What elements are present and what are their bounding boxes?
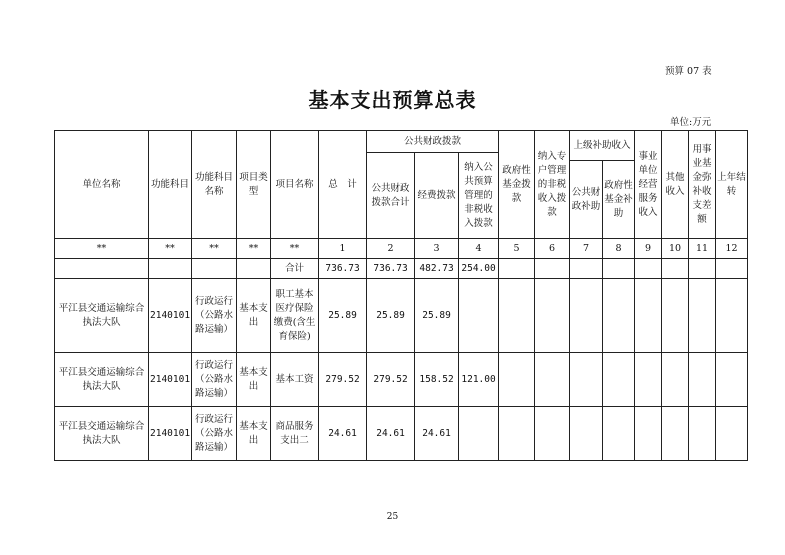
total-cell: 279.52 [319, 353, 367, 407]
item-type-cell: 基本支出 [237, 407, 271, 461]
index-cell: 1 [319, 239, 367, 259]
index-cell: 3 [415, 239, 459, 259]
nontax-cell: 121.00 [459, 353, 499, 407]
unit-name-cell: 平江县交通运输综合执法大队 [55, 407, 149, 461]
total-value: 736.73 [319, 259, 367, 279]
header-item-name: 项目名称 [271, 131, 319, 239]
unit-label: 单位:万元 [670, 117, 712, 128]
item-name-cell: 职工基本医疗保险缴费(含生育保险) [271, 279, 319, 353]
index-cell: 5 [499, 239, 535, 259]
public-total-cell: 25.89 [367, 279, 415, 353]
total-cell: 25.89 [319, 279, 367, 353]
index-cell: ** [237, 239, 271, 259]
item-name-cell: 基本工资 [271, 353, 319, 407]
index-cell: 4 [459, 239, 499, 259]
header-func-code: 功能科目 [149, 131, 192, 239]
header-upper-gov: 政府性基金补助 [603, 161, 635, 239]
header-upper-public: 公共财政补助 [570, 161, 603, 239]
total-public: 736.73 [367, 259, 415, 279]
header-carryover: 上年结转 [716, 131, 748, 239]
index-cell: 2 [367, 239, 415, 259]
func-code-cell: 2140101 [149, 353, 192, 407]
header-unit-name: 单位名称 [55, 131, 149, 239]
header-other: 其他收入 [662, 131, 689, 239]
total-cell: 24.61 [319, 407, 367, 461]
index-cell: 12 [716, 239, 748, 259]
page-number: 25 [386, 512, 399, 522]
header-special-nontax: 纳入专户管理的非税收入拨款 [535, 131, 570, 239]
index-cell: 10 [662, 239, 689, 259]
func-name-cell: 行政运行（公路水路运输） [192, 407, 237, 461]
total-funding: 482.73 [415, 259, 459, 279]
total-row [55, 259, 748, 279]
func-name-cell: 行政运行（公路水路运输） [192, 353, 237, 407]
header-total: 总 计 [319, 131, 367, 239]
public-total-cell: 24.61 [367, 407, 415, 461]
index-cell: 9 [635, 239, 662, 259]
table-row [55, 407, 748, 461]
funding-cell: 25.89 [415, 279, 459, 353]
index-cell: 11 [689, 239, 716, 259]
header-func-name: 功能科目名称 [192, 131, 237, 239]
budget-table [54, 130, 748, 461]
nontax-cell [459, 407, 499, 461]
index-cell: 7 [570, 239, 603, 259]
index-cell: ** [55, 239, 149, 259]
item-type-cell: 基本支出 [237, 279, 271, 353]
func-code-cell: 2140101 [149, 407, 192, 461]
index-cell: ** [271, 239, 319, 259]
func-name-cell: 行政运行（公路水路运输） [192, 279, 237, 353]
index-cell: ** [149, 239, 192, 259]
header-gov-fund: 政府性基金拨款 [499, 131, 535, 239]
header-upper-subsidy: 上级补助收入 [570, 131, 635, 161]
index-cell: 8 [603, 239, 635, 259]
table-row [55, 279, 748, 353]
header-enterprise: 事业单位经营服务收入 [635, 131, 662, 239]
nontax-cell [459, 279, 499, 353]
public-total-cell: 279.52 [367, 353, 415, 407]
header-fund-gap: 用事业基金弥补收支差额 [689, 131, 716, 239]
item-type-cell: 基本支出 [237, 353, 271, 407]
header-public-total: 公共财政拨款合计 [367, 153, 415, 239]
total-label: 合计 [271, 259, 319, 279]
funding-cell: 158.52 [415, 353, 459, 407]
table-row [55, 353, 748, 407]
func-code-cell: 2140101 [149, 279, 192, 353]
total-nontax: 254.00 [459, 259, 499, 279]
header-public-fin: 公共财政拨款 [367, 131, 499, 153]
index-row [55, 239, 748, 259]
header-nontax: 纳入公共预算管理的非税收入拨款 [459, 153, 499, 239]
form-number: 预算 07 表 [665, 66, 712, 77]
index-cell: 6 [535, 239, 570, 259]
item-name-cell: 商品服务支出二 [271, 407, 319, 461]
header-funding: 经费拨款 [415, 153, 459, 239]
unit-name-cell: 平江县交通运输综合执法大队 [55, 279, 149, 353]
unit-name-cell: 平江县交通运输综合执法大队 [55, 353, 149, 407]
page-title: 基本支出预算总表 [308, 88, 477, 112]
index-cell: ** [192, 239, 237, 259]
funding-cell: 24.61 [415, 407, 459, 461]
header-item-type: 项目类型 [237, 131, 271, 239]
